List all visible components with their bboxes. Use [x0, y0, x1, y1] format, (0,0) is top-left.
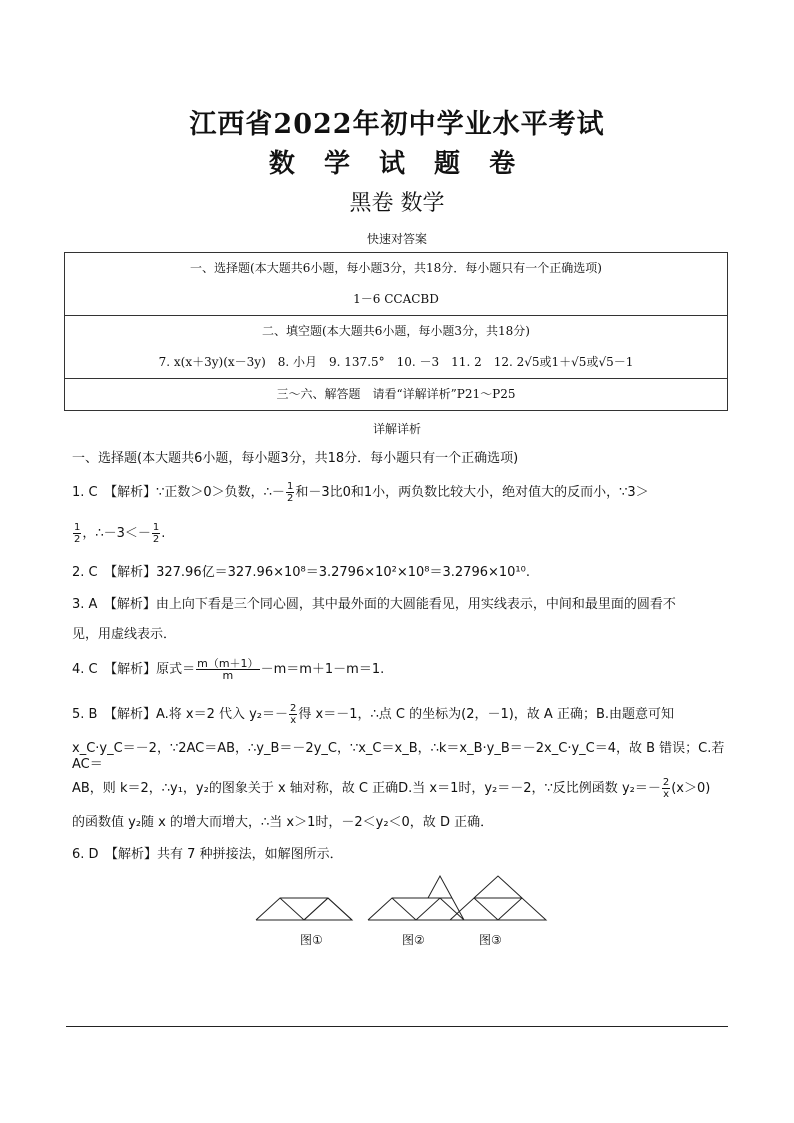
answer-row-3 [65, 379, 728, 411]
solution-reference: 三～六、解答题 请看“详解详析”P21～P25 [276, 387, 516, 401]
choice-section-head: 一、选择题(本大题共6小题，每小题3分，共18分．每小题只有一个正确选项) [190, 261, 602, 275]
edition-label: 黑卷 数学 [349, 191, 445, 216]
fill-section-head: 二、填空题(本大题共6小题，每小题3分，共18分) [262, 324, 530, 338]
q1-line2: $\frac{1}{2}$ ，∴－3＜－ $\frac{1}{2}$ . [74, 522, 166, 545]
q5-line3: AB，则 k＝2，∴y₁，y₂的图象关于 x 轴对称，故 C 正确D.当 x＝1时，y₂＝－2，∵反比例函数 y₂＝－ $\frac{2}{x}$ (x＞0) [72, 777, 711, 800]
q3-line2: 见，用虚线表示． [72, 627, 177, 642]
fraction-2-over-x: $\frac{2}{x}$ [290, 703, 297, 726]
q4-line: 4. C 【解析】原式＝ $\frac{m(m+1)}{m}$ －m＝m＋1－m＝1. [72, 657, 385, 682]
fraction-2-over-x: $\frac{2}{x}$ [662, 777, 670, 800]
fraction-half: $\frac{1}{2}$ [152, 522, 160, 545]
exam-title: 江西省2022年初中学业水平考试 [189, 109, 605, 140]
figure-2-net [368, 876, 464, 920]
figure-1-net [256, 898, 352, 920]
triangle-nets-figure [250, 872, 550, 924]
fraction-q4: $\frac{m(m+1)}{m}$ [197, 657, 259, 682]
q1-line1: 1. C 【解析】∵正数＞0＞负数，∴－ $\frac{1}{2}$ 和－3比0和1小，两负数比较大小，绝对值大的反而小，∵3＞ [72, 481, 649, 504]
answer-table [64, 252, 728, 411]
exam-subtitle: 数 学 试 题 卷 [268, 149, 526, 179]
section1-head: 一、选择题(本大题共6小题，每小题3分，共18分．每小题只有一个正确选项) [72, 451, 519, 466]
fill-answers: 7. x(x＋3y)(x－3y) 8. 小月 9. 137.5° 10. －3 11. 2 12. 2√5或1＋√5或√5－1 [158, 355, 634, 369]
q5-line4: 的函数值 y₂随 x 的增大而增大，∴当 x＞1时，－2＜y₂＜0，故 D 正确． [72, 815, 494, 830]
fraction-half: $\frac{1}{2}$ [286, 481, 294, 504]
figure-2-caption: 图② [402, 933, 425, 947]
q5-line1: 5. B 【解析】A.将 x＝2 代入 y₂＝－ $\frac{2}{x}$ 得 x＝－1，∴点 C 的坐标为(2，－1)，故 A 正确；B.由题意可知 [72, 703, 675, 726]
detail-label: 详解详析 [372, 422, 421, 436]
page-footer-rule [66, 1026, 728, 1027]
choice-answers: 1－6 CCACBD [353, 292, 439, 306]
answer-row-1 [65, 253, 728, 316]
q3-line1: 3. A 【解析】由上向下看是三个同心圆，其中最外面的大圆能看见，用实线表示，中间和最里面的圆看不 [72, 597, 676, 612]
figure-1-caption: 图① [300, 933, 323, 947]
answer-row-2 [65, 316, 728, 379]
fraction-half: $\frac{1}{2}$ [74, 522, 81, 545]
q6-line: 6. D 【解析】共有 7 种拼接法，如解图所示． [72, 847, 343, 862]
figure-3-caption: 图③ [479, 933, 502, 947]
figure-3-net [450, 876, 546, 920]
q5-line2: x_C·y_C＝－2，∵2AC＝AB，∴y_B＝－2y_C，∵x_C＝x_B，∴k＝x_B·y_B＝－2x_C·y_C＝4，故 B 错误；C.若 AC＝ [72, 741, 725, 772]
q2-line: 2. C 【解析】327.96亿＝327.96×10⁸＝3.2796×10²×10⁸＝3.2796×10¹⁰. [72, 565, 530, 580]
quick-answers-label: 快速对答案 [366, 232, 427, 246]
